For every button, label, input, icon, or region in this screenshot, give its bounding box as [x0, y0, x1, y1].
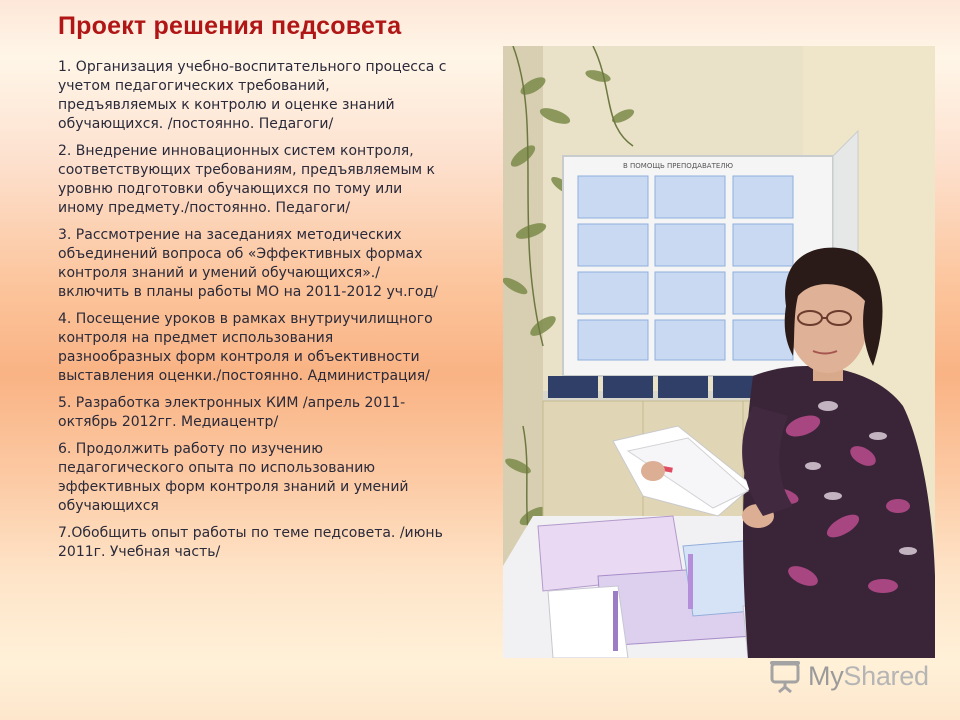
list-item: 6. Продолжить работу по изучению педагогического опыта по использованию эффективных форм контроля знаний и умений обучающихся: [58, 441, 409, 514]
list-item: 7.Обобщить опыт работы по теме педсовета. /июнь 2011г. Учебная часть/: [58, 525, 443, 560]
board-heading: В ПОМОЩЬ ПРЕПОДАВАТЕЛЮ: [623, 162, 734, 170]
list-item: 2. Внедрение инновационных систем контроля, соответствующих требованиям, предъявляемым к уровню подготовки обучающихся по тому или иному предмету./постоянно. Педагоги/: [58, 143, 435, 216]
list-item: 4. Посещение уроков в рамках внутриучилищного контроля на предмет использования разнообразных форм контроля и объективности выставления оценки./постоянно. Администрация/: [58, 311, 433, 384]
list-item: 3. Рассмотрение на заседаниях методических объединений вопроса об «Эффективных формах контроля знаний и умений обучающихся»./ включить в планы работы МО на 2011-2012 уч.год/: [58, 227, 438, 300]
watermark-my: My: [808, 660, 844, 691]
watermark-shared: Shared: [843, 660, 929, 691]
teacher-photo: [503, 46, 935, 658]
projector-screen-icon: [768, 658, 802, 694]
list-item: 1. Организация учебно-воспитательного процесса с учетом педагогических требований, предъявляемых к контролю и оценке знаний обучающихся. /постоянно. Педагоги/: [58, 59, 447, 132]
myshared-watermark: [768, 656, 929, 696]
slide-title: Проект решения педсовета: [58, 12, 402, 40]
decision-list: [58, 58, 448, 570]
list-item: 5. Разработка электронных КИМ /апрель 2011-октябрь 2012гг. Медиацентр/: [58, 395, 406, 430]
